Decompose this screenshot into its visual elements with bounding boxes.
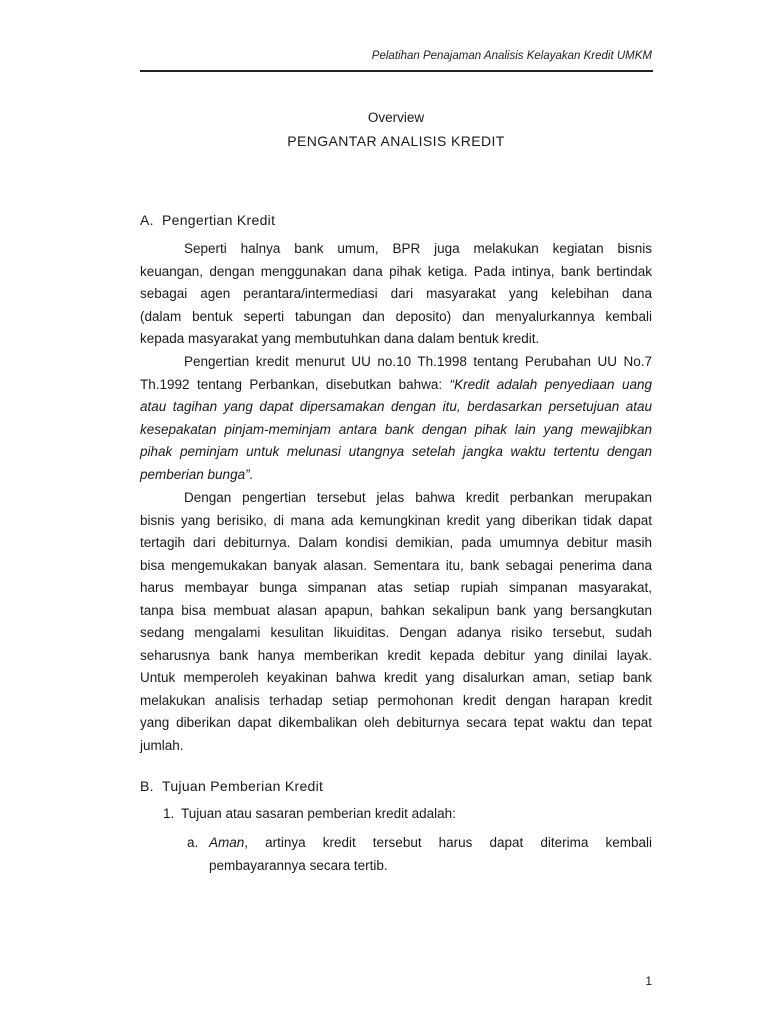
section-a-title: Pengertian Kredit bbox=[162, 212, 276, 228]
page-number: 1 bbox=[645, 974, 652, 988]
section-b-title: Tujuan Pemberian Kredit bbox=[162, 778, 324, 794]
text-line bbox=[140, 374, 652, 397]
section-b-heading bbox=[140, 778, 323, 794]
page-title: PENGANTAR ANALISIS KREDIT bbox=[287, 133, 505, 149]
running-header: Pelatihan Penajaman Analisis Kelayakan Kredit UMKM bbox=[371, 50, 652, 62]
text-line: Dengan pengertian tersebut jelas bahwa kredit perbankan merupakan bbox=[184, 490, 652, 505]
term-aman: Aman bbox=[209, 835, 245, 850]
text-line: bisa mengemukakan banyak alasan. Sementara itu, bank sebagai penerima dana bbox=[140, 557, 652, 573]
text-line: sedang mengalami kesulitan likuiditas. Dengan adanya risiko tersebut, sudah bbox=[140, 625, 652, 640]
text-line: sebagai agen perantara/intermediasi dari masyarakat yang kelebihan dana bbox=[140, 286, 652, 301]
section-a-heading bbox=[140, 212, 275, 228]
quote-line: pemberian bunga”. bbox=[140, 466, 254, 482]
sub-item-letter: a. bbox=[187, 835, 199, 850]
text-line bbox=[187, 832, 652, 855]
text-line: Untuk memperoleh keyakinan bahwa kredit yang disalurkan aman, setiap bank bbox=[140, 670, 652, 685]
quote-line: kesepakatan pinjam-meminjam antara bank dengan pihak lain yang mewajibkan bbox=[140, 421, 652, 437]
list-text: Tujuan atau sasaran pemberian kredit adalah: bbox=[181, 806, 456, 821]
text-line: tanpa bisa membuat alasan apapun, bahkan sekalipun bank yang bersangkutan bbox=[140, 602, 652, 618]
text-line: pembayarannya secara tertib. bbox=[209, 857, 388, 873]
text-line: jumlah. bbox=[140, 737, 184, 753]
text-line: (dalam bentuk seperti tabungan dan deposito) dan menyalurkannya kembali bbox=[140, 308, 652, 324]
text-line: Seperti halnya bank umum, BPR juga melakukan kegiatan bisnis bbox=[184, 241, 652, 256]
quote-start: “Kredit adalah penyediaan uang bbox=[449, 376, 652, 392]
section-b-letter: B. bbox=[140, 778, 154, 794]
text-line: melakukan analisis terhadap setiap permohonan kredit dengan harapan kredit bbox=[140, 692, 652, 708]
text-line: kepada masyarakat yang membutuhkan dana dalam bentuk kredit. bbox=[140, 331, 540, 346]
text-line: keuangan, dengan menggunakan dana pihak ketiga. Pada intinya, bank bertindak bbox=[140, 263, 652, 279]
sub-item-text: , artinya kredit tersebut harus dapat diterima kembali bbox=[244, 835, 652, 850]
text-line: seharusnya bank hanya memberikan kredit kepada debitur yang dinilai layak. bbox=[140, 647, 652, 663]
text-line: bisnis yang berisiko, di mana ada kemungkinan kredit yang diberikan tidak dapat bbox=[140, 512, 652, 528]
list-number: 1. bbox=[163, 806, 175, 821]
header-rule bbox=[140, 70, 653, 72]
text-line: harus membayar bunga simpanan atas setiap rupiah simpanan masyarakat, bbox=[140, 580, 652, 595]
list-item-1 bbox=[163, 806, 456, 821]
quote-line: pihak peminjam untuk melunasi utangnya setelah jangka waktu tertentu dengan bbox=[140, 444, 652, 459]
text-line: yang diberikan dapat dikembalikan oleh debiturnya secara tepat waktu dan tepat bbox=[140, 715, 652, 730]
section-a-letter: A. bbox=[140, 212, 154, 228]
quote-line: atau tagihan yang dapat dipersamakan dengan itu, berdasarkan persetujuan atau bbox=[140, 399, 652, 414]
text-line: tertagih dari debiturnya. Dalam kondisi demikian, pada umumnya debitur masih bbox=[140, 535, 652, 550]
paragraph-a2 bbox=[140, 351, 652, 486]
paragraph-a3 bbox=[140, 487, 652, 757]
overview-label: Overview bbox=[367, 110, 425, 125]
text-line: Pengertian kredit menurut UU no.10 Th.1998 tentang Perubahan UU No.7 bbox=[184, 354, 652, 369]
text-normal: Th.1992 tentang Perbankan, disebutkan bahwa: bbox=[140, 376, 450, 392]
sub-item-a bbox=[187, 832, 652, 877]
paragraph-a1 bbox=[140, 238, 652, 351]
